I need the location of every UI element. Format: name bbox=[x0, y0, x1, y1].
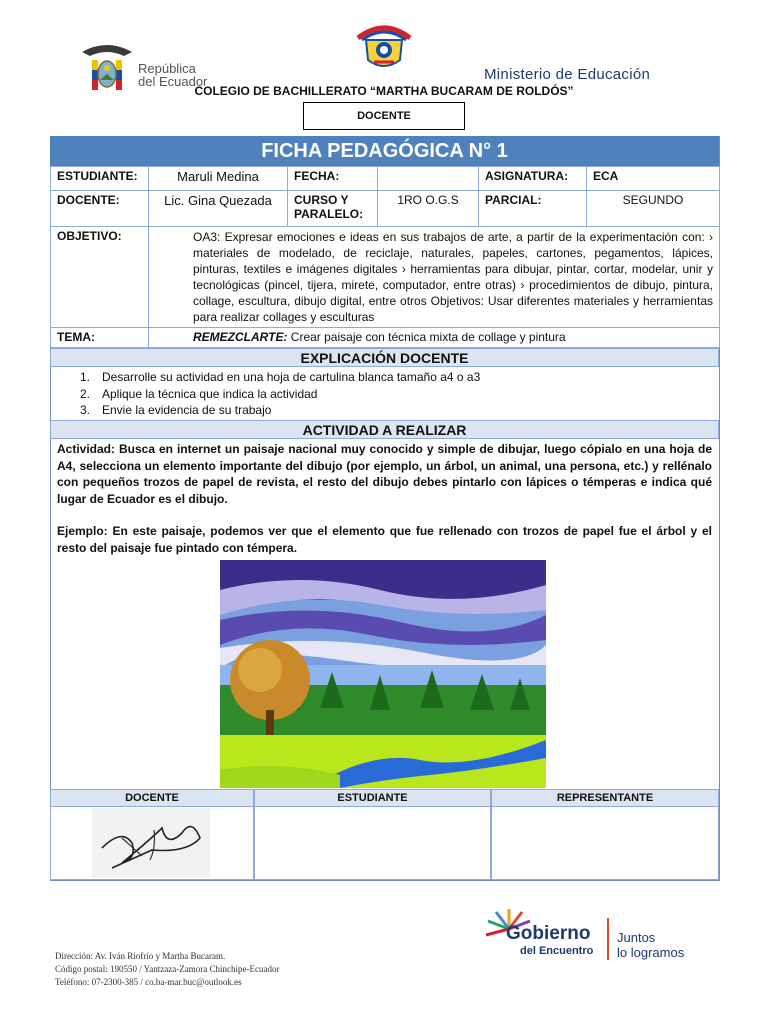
list-text: Desarrolle su actividad en una hoja de cartulina blanca tamaño a4 o a3 bbox=[102, 370, 481, 384]
sheet-title: FICHA PEDAGÓGICA N° 1 bbox=[50, 136, 719, 166]
gobierno-sub-text: del Encuentro bbox=[520, 945, 594, 957]
fecha-label: FECHA: bbox=[288, 167, 378, 191]
fecha-value bbox=[378, 167, 479, 191]
docente-value: Lic. Gina Quezada bbox=[149, 191, 288, 227]
phone-line: Teléfono: 07-2300-385 / co.ba-mar.buc@outlook.es bbox=[55, 977, 242, 987]
curso-value: 1RO O.G.S bbox=[378, 191, 479, 227]
slogan-line-1: Juntos bbox=[617, 930, 656, 945]
list-text: Envie la evidencia de su trabajo bbox=[102, 403, 272, 417]
republica-line: República bbox=[138, 61, 196, 76]
asignatura-value: ECA bbox=[587, 167, 720, 191]
tema-label: TEMA: bbox=[51, 328, 149, 348]
tema-cell bbox=[149, 328, 720, 348]
curso-label: CURSO Y PARALELO: bbox=[288, 191, 378, 227]
info-row-2 bbox=[51, 191, 720, 227]
estudiante-sign-label: ESTUDIANTE bbox=[254, 789, 491, 807]
signature-header-row bbox=[50, 789, 719, 807]
parcial-value: SEGUNDO bbox=[587, 191, 720, 227]
list-item bbox=[80, 386, 480, 403]
estudiante-label: ESTUDIANTE: bbox=[51, 167, 149, 191]
info-table bbox=[50, 166, 720, 348]
list-number: 1. bbox=[80, 370, 91, 384]
tema-row bbox=[51, 328, 720, 348]
college-name: COLEGIO DE BACHILLERATO “MARTHA BUCARAM DE ROLDÓS” bbox=[194, 84, 574, 98]
asignatura-label: ASIGNATURA: bbox=[479, 167, 587, 191]
docente-sign-label: DOCENTE bbox=[50, 789, 254, 807]
landscape-painting-image bbox=[220, 560, 546, 788]
gobierno-main-text: Gobierno bbox=[506, 923, 591, 944]
actividad-paragraph: Actividad: Busca en internet un paisaje nacional muy conocido y simple de dibujar, luego cópialo en una hoja de A4, selecciona un elemento importante del dibujo (por ejemplo, un árbol, un animal, una persona, etc.) y rellénalo con pequeños trozos de papel de revista, el resto del dibujo debes pintarlo con lápices o témperas e indica qué lugar de Ecuador es el dibujo. bbox=[57, 442, 712, 506]
list-number: 3. bbox=[80, 403, 91, 417]
objetivo-text: OA3: Expresar emociones e ideas en sus trabajos de arte, a partir de la experimentación con: › materiales de modelado, de reciclaje, naturales, papeles, cartones, pegamentos, lápices, pinturas, textiles e imágenes digitales › herramientas para dibujar, pintar, cortar, modelar, unir y tecnológicas (pincel, tijera, mirete, computador, entre otras) › procedimientos de dibujo, pintura, collage, escultura, dibujo digital, entre otros Objetivos: Usar diferentes materiales y herramientas para realizar collages y esculturas bbox=[193, 230, 713, 324]
tema-emphasis: REMEZCLARTE: bbox=[193, 330, 288, 344]
explicacion-heading: EXPLICACIÓN DOCENTE bbox=[50, 348, 719, 367]
address-line: Dirección: Av. Iván Riofrío y Martha Bucaram. bbox=[55, 951, 226, 961]
estudiante-sign-cell bbox=[254, 806, 491, 880]
postal-line: Código postal: 190550 / Yantzaza-Zamora Chinchipe-Ecuador bbox=[55, 964, 280, 974]
gobierno-slogan bbox=[617, 930, 684, 960]
parcial-label: PARCIAL: bbox=[479, 191, 587, 227]
objetivo-cell bbox=[149, 227, 720, 328]
slogan-line-2: lo logramos bbox=[617, 945, 685, 960]
representante-sign-cell bbox=[491, 806, 719, 880]
objetivo-label: OBJETIVO: bbox=[51, 227, 149, 328]
tema-text: Crear paisaje con técnica mixta de collage y pintura bbox=[287, 330, 566, 344]
representante-sign-label: REPRESENTANTE bbox=[491, 789, 719, 807]
footer-address bbox=[55, 950, 279, 989]
list-item bbox=[80, 369, 480, 386]
docente-label: DOCENTE: bbox=[51, 191, 149, 227]
list-text: Aplique la técnica que indica la actividad bbox=[102, 386, 318, 401]
ecuador-line: del Ecuador bbox=[138, 74, 208, 89]
actividad-heading: ACTIVIDAD A REALIZAR bbox=[50, 420, 719, 439]
list-number: 2. bbox=[80, 386, 91, 401]
estudiante-value: Maruli Medina bbox=[149, 167, 288, 191]
docente-box-label: DOCENTE bbox=[303, 102, 465, 130]
school-crest-logo bbox=[352, 18, 416, 72]
ejemplo-paragraph: Ejemplo: En este paisaje, podemos ver que el elemento que fue rellenado con trozos de papel fue el árbol y el resto del paisaje fue pintado con témpera. bbox=[57, 524, 712, 555]
actividad-text bbox=[57, 441, 712, 556]
gobierno-divider bbox=[607, 918, 609, 960]
info-row-1 bbox=[51, 167, 720, 191]
objetivo-row bbox=[51, 227, 720, 328]
explicacion-list bbox=[80, 369, 480, 419]
docente-signature-image bbox=[92, 808, 210, 878]
ministry-title: Ministerio de Educación bbox=[484, 66, 651, 83]
list-item bbox=[80, 402, 480, 419]
